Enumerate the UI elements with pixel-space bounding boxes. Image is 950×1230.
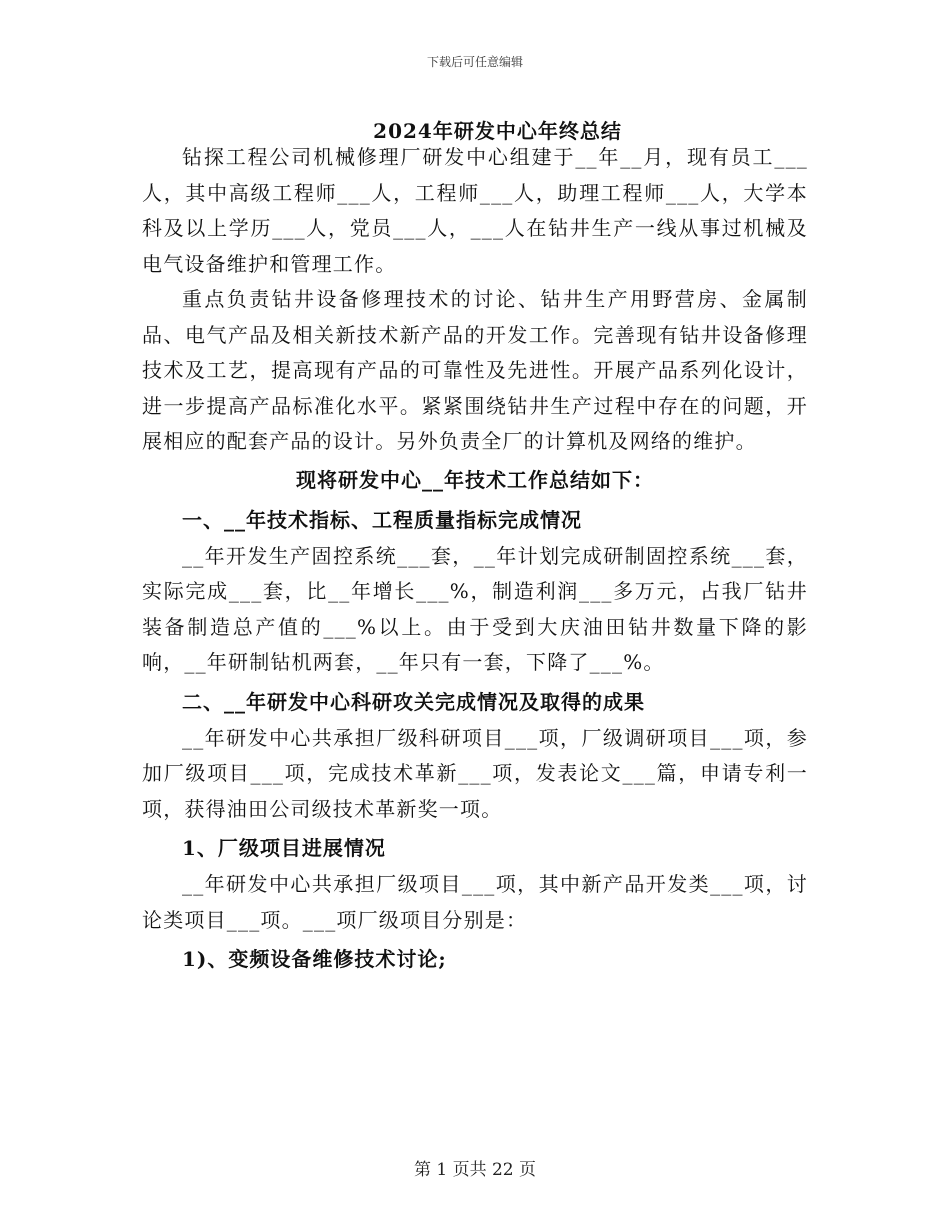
paragraph-projects: __年研发中心共承担厂级项目___项，其中新产品开发类___项，讨论类项目___项。___项厂级项目分别是：: [142, 872, 808, 932]
paragraph-indicators: __年开发生产固控系统___套，__年计划完成研制固控系统___套，实际完成___套，比__年增长___%，制造利润___多万元，占我厂钻井装备制造总产值的___%以上。由于受到大庆油田钻井数量下降的影响，__年研制钻机两套，__年只有一套，下降了___%。: [142, 543, 808, 674]
paragraph-research: __年研发中心共承担厂级科研项目___项，厂级调研项目___项，参加厂级项目___项，完成技术革新___项，发表论文___篇，申请专利一项，获得油田公司级技术革新奖一项。: [142, 725, 808, 821]
paragraph-intro: 钻探工程公司机械修理厂研发中心组建于__年__月，现有员工___人，其中高级工程师___人，工程师___人，助理工程师___人，大学本科及以上学历___人，党员___人，___人在钻井生产一线从事过机械及电气设备维护和管理工作。: [142, 145, 808, 276]
paragraph-responsibilities: 重点负责钻井设备修理技术的讨论、钻井生产用野营房、金属制品、电气产品及相关新技术新产品的开发工作。完善现有钻井设备修理技术及工艺，提高现有产品的可靠性及先进性。开展产品系列化设计，进一步提高产品标准化水平。紧紧围绕钻井生产过程中存在的问题，开展相应的配套产品的设计。另外负责全厂的计算机及网络的维护。: [142, 287, 808, 453]
summary-heading: 现将研发中心__年技术工作总结如下：: [296, 467, 654, 492]
section-1-heading: 一、__年技术指标、工程质量指标完成情况: [182, 507, 582, 532]
item-1-heading: 1)、变频设备维修技术讨论;: [182, 947, 447, 971]
document-title: 2024年研发中心年终总结: [373, 119, 622, 143]
page-footer: 第 1 页共 22 页: [413, 1160, 537, 1180]
section-2-heading: 二、__年研发中心科研攻关完成情况及取得的成果: [182, 689, 645, 714]
subsection-1-heading: 1、厂级项目进展情况: [182, 836, 386, 860]
header-note: 下载后可任意编辑: [426, 55, 523, 69]
document-body: [142, 140, 808, 978]
